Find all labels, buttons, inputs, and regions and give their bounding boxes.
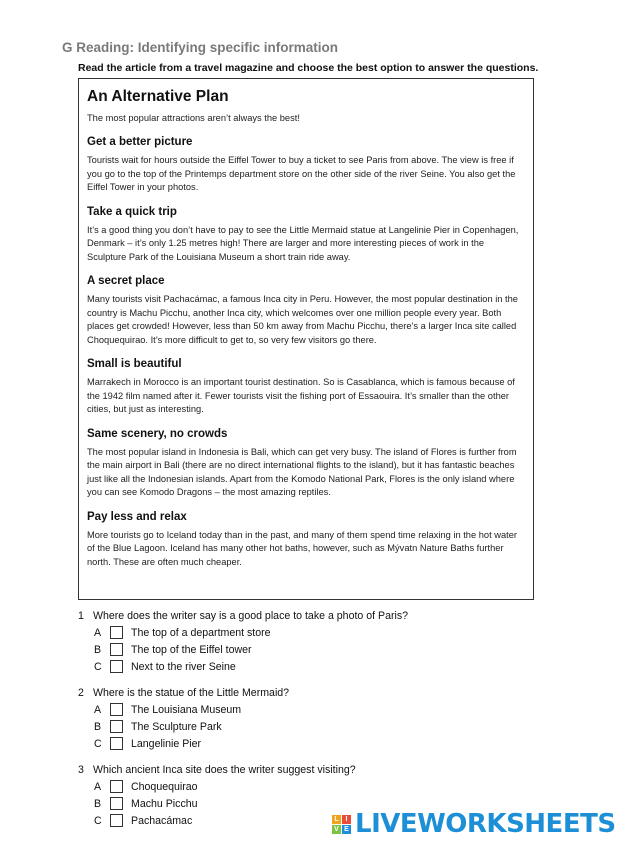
option-letter: B — [94, 643, 102, 656]
question-text — [78, 685, 558, 701]
article-title: An Alternative Plan — [87, 88, 229, 105]
section-heading: Small is beautiful — [87, 358, 182, 370]
option-label: The top of a department store — [131, 626, 271, 639]
question-prompt: Which ancient Inca site does the writer suggest visiting? — [93, 764, 356, 776]
article-box — [78, 78, 534, 600]
option-label: The top of the Eiffel tower — [131, 643, 252, 656]
question-number: 3 — [78, 764, 84, 776]
option-label: Next to the river Seine — [131, 660, 236, 673]
option-checkbox[interactable] — [110, 720, 123, 733]
option-label: The Louisiana Museum — [131, 703, 242, 716]
option-label: Pachacámac — [131, 814, 193, 827]
answer-option[interactable] — [94, 701, 558, 718]
option-letter: B — [94, 720, 102, 733]
question — [78, 608, 558, 675]
option-letter: C — [94, 737, 102, 750]
article-section — [87, 510, 525, 570]
option-label: Machu Picchu — [131, 797, 198, 810]
section-body: It’s a good thing you don’t have to pay to see the Little Mermaid statue at Langelinie Pier in Copenhagen, Denmark – it’s only 1.25 metres high! There are larger and more interesting pieces of work in the Sculpture Park of the Louisiana Museum a short train ride away. — [87, 224, 519, 262]
option-letter: C — [94, 814, 102, 827]
article-section — [87, 205, 525, 265]
option-checkbox[interactable] — [110, 703, 123, 716]
section-body: The most popular island in Indonesia is Bali, which can get very busy. The island of Flores is further from the main airport in Bali (there are no direct international flights to the island), but it has fantastic beaches just like all the Indonesian islands. Apart from the Komodo National Park, Flores is the only island where you can see Komodo Dragons – the most amazing reptiles. — [87, 446, 517, 497]
section-body: Tourists wait for hours outside the Eiffel Tower to buy a ticket to see Paris from above. The view is free if you go to the top of the Printemps department store on the other side of the river Seine. You also get the Eiffel Tower in your photos. — [87, 155, 516, 192]
option-letter: C — [94, 660, 102, 673]
article-section — [87, 427, 525, 500]
answer-option[interactable] — [94, 641, 558, 658]
option-label: The Sculpture Park — [131, 720, 222, 733]
logo-mark-tile: I — [342, 815, 351, 824]
question-text — [78, 762, 558, 778]
liveworksheets-logo[interactable] — [332, 810, 616, 838]
question-number: 2 — [78, 687, 84, 699]
option-checkbox[interactable] — [110, 626, 123, 639]
logo-text: LIVEWORKSHEETS — [355, 809, 616, 839]
question-number: 1 — [78, 610, 84, 622]
section-heading: Same scenery, no crowds — [87, 427, 228, 440]
article-section — [87, 357, 525, 417]
option-label: Langelinie Pier — [131, 737, 202, 750]
article-section — [87, 135, 525, 195]
question-prompt: Where is the statue of the Little Mermaid? — [93, 687, 290, 699]
questions-list — [78, 608, 558, 839]
section-body: Many tourists visit Pachacámac, a famous Inca city in Peru. However, the most popular destination in the country is Machu Picchu, another Inca city, which welcomes over one million people every year. Both places get crowded! However, less than 50 km away from Machu Picchu, there’s a larger Inca site called Choquequirao. It’s more difficult to get to, so very few visitors go there. — [87, 294, 518, 345]
answer-option[interactable] — [94, 735, 558, 752]
answer-option[interactable] — [94, 658, 558, 675]
option-checkbox[interactable] — [110, 814, 123, 827]
logo-mark-tile: E — [342, 825, 351, 834]
option-letter: B — [94, 797, 102, 810]
logo-mark-tile: V — [332, 825, 341, 834]
article-section — [87, 274, 525, 347]
logo-mark-tile: L — [332, 815, 341, 824]
section-body: More tourists go to Iceland today than in the past, and many of them spend time relaxing in the hot water of the Blue Lagoon. Iceland has many other hot baths, however, such as Mývatn Nature Baths further north. These are often much cheaper. — [87, 529, 517, 567]
answer-option[interactable] — [94, 718, 558, 735]
option-checkbox[interactable] — [110, 797, 123, 810]
question-text — [78, 608, 558, 624]
section-heading: Take a quick trip — [87, 205, 177, 218]
option-letter: A — [94, 703, 102, 716]
option-checkbox[interactable] — [110, 660, 123, 673]
option-checkbox[interactable] — [110, 643, 123, 656]
section-heading: A secret place — [87, 275, 165, 287]
logo-mark-icon — [332, 815, 351, 834]
option-label: Choquequirao — [131, 780, 198, 793]
section-heading: Pay less and relax — [87, 510, 187, 523]
section-title: G Reading: Identifying specific information — [62, 40, 339, 55]
question-prompt: Where does the writer say is a good place to take a photo of Paris? — [93, 610, 409, 622]
option-letter: A — [94, 780, 102, 793]
option-letter: A — [94, 626, 102, 639]
answer-option[interactable] — [94, 624, 558, 641]
instruction-text: Read the article from a travel magazine and choose the best option to answer the questions. — [78, 62, 539, 74]
article-subtitle: The most popular attractions aren’t always the best! — [87, 113, 300, 123]
answer-option[interactable] — [94, 778, 558, 795]
question — [78, 685, 558, 752]
section-body: Marrakech in Morocco is an important tourist destination. So is Casablanca, which is famous because of the 1942 film named after it. Fewer tourists visit the fishing port of Essaouira. It’s smaller than the other cities, but just as interesting. — [87, 377, 515, 414]
option-checkbox[interactable] — [110, 737, 123, 750]
option-checkbox[interactable] — [110, 780, 123, 793]
section-heading: Get a better picture — [87, 136, 193, 148]
